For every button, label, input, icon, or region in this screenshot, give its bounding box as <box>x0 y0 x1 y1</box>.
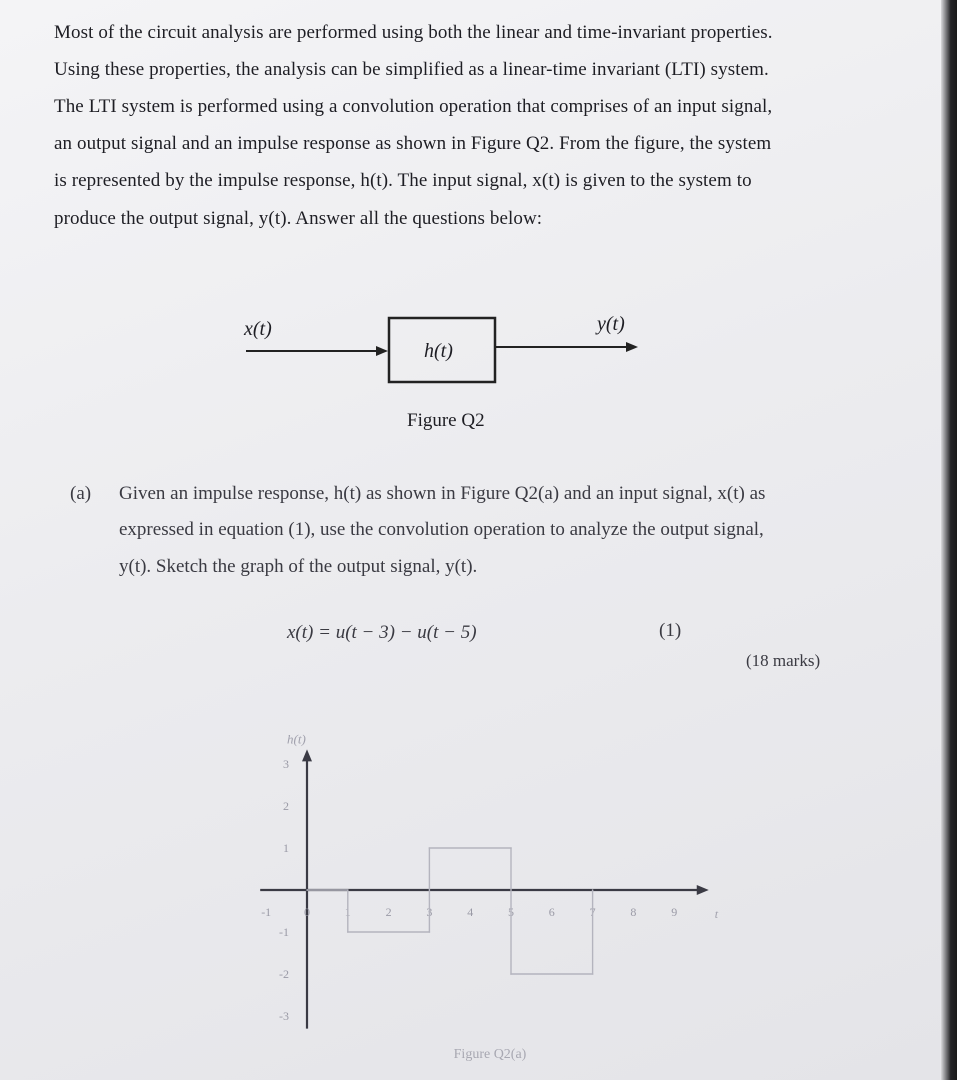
x-tick-label: 5 <box>508 905 514 919</box>
x-tick-label: 8 <box>630 905 637 919</box>
h-signal-point <box>592 973 594 975</box>
question-line: y(t). Sketch the graph of the output signal, y(t). <box>119 556 478 577</box>
equation: x(t) = u(t − 3) − u(t − 5) <box>287 622 477 643</box>
output-label: y(t) <box>597 313 625 335</box>
intro-line: Most of the circuit analysis are performed using both the linear and time-invariant properties. <box>54 22 773 43</box>
x-tick-label: 6 <box>548 905 555 919</box>
equation-number: (1) <box>659 620 682 641</box>
h-signal-point <box>429 847 431 849</box>
h-signal-point <box>592 889 594 891</box>
y-tick-label: -1 <box>279 925 289 939</box>
y-axis-arrow <box>302 749 312 761</box>
plot-caption: Figure Q2(a) <box>453 1047 527 1062</box>
question-line: Given an impulse response, h(t) as shown in Figure Q2(a) and an input signal, x(t) as <box>119 483 766 504</box>
plot-labels <box>287 731 719 1062</box>
intro-line: is represented by the impulse response, h(t). The input signal, x(t) is given to the system to <box>54 170 752 191</box>
y-axis-label: h(t) <box>287 731 306 747</box>
y-tick-label: 2 <box>283 799 289 813</box>
question-label: (a) <box>70 483 92 504</box>
h-signal-point <box>306 889 308 891</box>
intro-line: an output signal and an impulse response as shown in Figure Q2. From the figure, the system <box>54 133 772 154</box>
question-line: expressed in equation (1), use the convolution operation to analyze the output signal, <box>119 519 764 540</box>
x-tick-label: 9 <box>671 905 678 919</box>
h-signal-point <box>510 847 512 849</box>
x-tick-label: 4 <box>467 905 474 919</box>
y-tick-label: -3 <box>279 1009 289 1023</box>
x-tick-label: 1 <box>344 905 351 919</box>
marks: (18 marks) <box>746 651 821 670</box>
h-signal-point <box>347 931 349 933</box>
figure-caption: Figure Q2 <box>407 410 485 431</box>
intro-line: produce the output signal, y(t). Answer all the questions below: <box>54 208 543 229</box>
x-axis-label: t <box>714 907 719 921</box>
x-tick-label: -1 <box>261 905 272 919</box>
y-tick-label: 1 <box>283 841 289 855</box>
x-tick-label: 3 <box>426 905 433 919</box>
plot-axes <box>260 749 709 1028</box>
y-tick-label: 3 <box>283 757 289 771</box>
h-signal-point <box>347 889 349 891</box>
intro-line: The LTI system is performed using a convolution operation that comprises of an input signal, <box>54 96 773 117</box>
block-label: h(t) <box>424 340 453 362</box>
h-signal-point <box>510 973 512 975</box>
intro-line: Using these properties, the analysis can be simplified as a linear-time invariant (LTI) system. <box>54 59 769 80</box>
h-signal-point <box>429 931 431 933</box>
y-tick-label: -2 <box>279 967 289 981</box>
x-axis-arrow <box>697 885 709 895</box>
x-tick-label: 7 <box>589 905 596 919</box>
input-label: x(t) <box>244 318 272 340</box>
x-tick-label: 0 <box>304 905 310 919</box>
x-tick-label: 2 <box>385 905 392 919</box>
